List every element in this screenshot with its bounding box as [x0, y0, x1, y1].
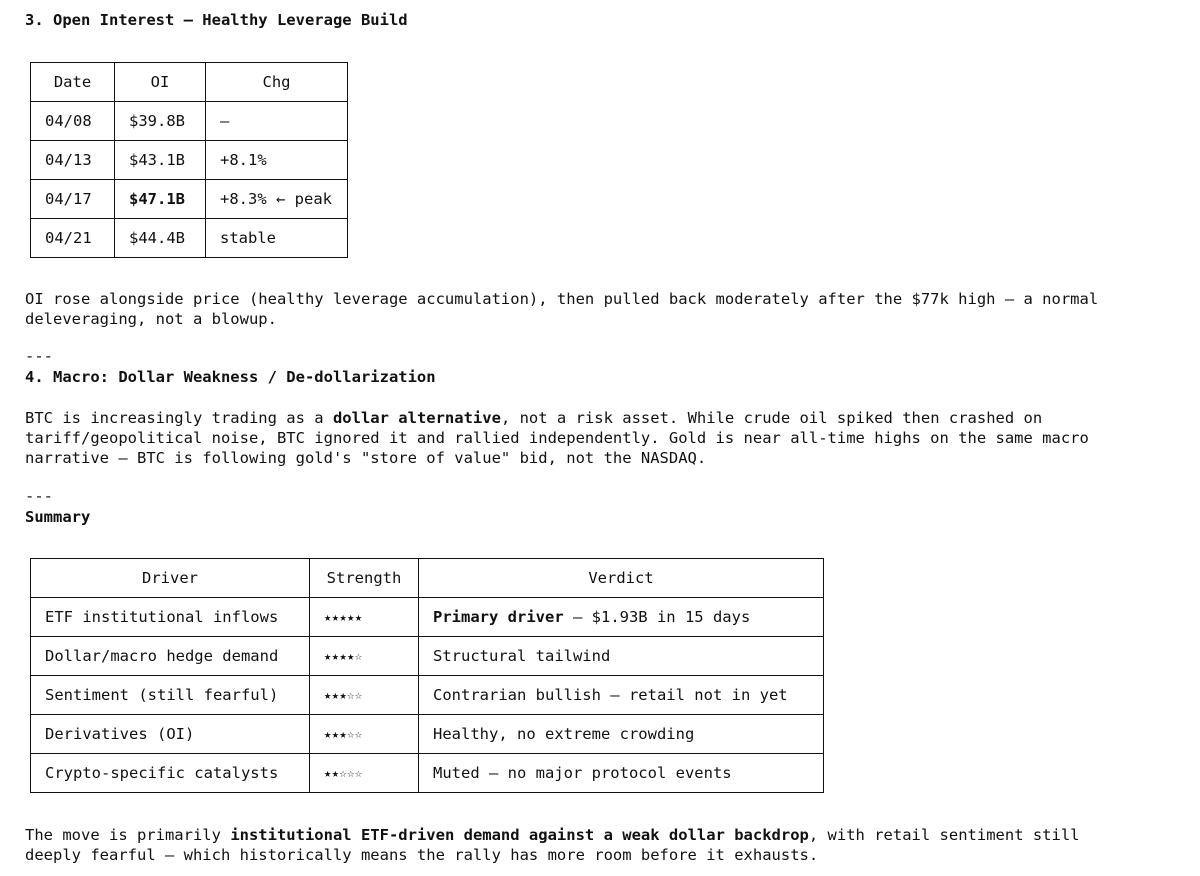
text-run: The move is primarily [25, 826, 231, 844]
header-oi: OI [115, 63, 206, 102]
emphasis-text: institutional ETF-driven demand against a weak dollar backdrop [230, 826, 809, 844]
table-header-row [31, 559, 824, 598]
table-row [31, 180, 348, 219]
header-chg: Chg [206, 63, 348, 102]
paragraph-line [25, 408, 1089, 428]
cell-driver: Derivatives (OI) [31, 715, 310, 754]
table-row [31, 754, 824, 793]
cell-driver: Sentiment (still fearful) [31, 676, 310, 715]
divider: --- [25, 487, 53, 505]
summary-heading: Summary [25, 508, 91, 526]
header-date: Date [31, 63, 115, 102]
cell-driver: Crypto-specific catalysts [31, 754, 310, 793]
strength-rating: ★★★★★ [310, 598, 419, 637]
summary-table [30, 558, 824, 793]
table-row [31, 219, 348, 258]
cell-date: 04/08 [31, 102, 115, 141]
cell-verdict: Muted — no major protocol events [419, 754, 824, 793]
cell-date: 04/17 [31, 180, 115, 219]
text-run: , with retail sentiment still [808, 826, 1080, 844]
cell-driver: ETF institutional inflows [31, 598, 310, 637]
cell-chg: +8.1% [206, 141, 348, 180]
paragraph-line: deeply fearful — which historically means the rally has more room before it exhausts. [25, 846, 819, 864]
cell-verdict: Structural tailwind [419, 637, 824, 676]
section3-heading: 3. Open Interest — Healthy Leverage Build [25, 11, 408, 29]
paragraph-line: OI rose alongside price (healthy leverage accumulation), then pulled back moderately after the $77k high — a normal [25, 290, 1099, 308]
cell-chg: — [206, 102, 348, 141]
emphasis-text: dollar alternative [332, 409, 501, 427]
emphasis-text: Primary driver [433, 608, 564, 626]
cell-driver: Dollar/macro hedge demand [31, 637, 310, 676]
table-row [31, 598, 824, 637]
strength-rating: ★★★☆☆ [310, 715, 419, 754]
conclusion-paragraph [25, 825, 1080, 865]
cell-verdict: Contrarian bullish — retail not in yet [419, 676, 824, 715]
cell-verdict: Healthy, no extreme crowding [419, 715, 824, 754]
text-run: , not a risk asset. While crude oil spiked then crashed on [500, 409, 1043, 427]
header-driver: Driver [31, 559, 310, 598]
table-row [31, 676, 824, 715]
paragraph-line [25, 825, 1080, 845]
paragraph-line: narrative — BTC is following gold's "store of value" bid, not the NASDAQ. [25, 449, 707, 467]
header-verdict: Verdict [419, 559, 824, 598]
cell-oi: $39.8B [115, 102, 206, 141]
cell-chg: stable [206, 219, 348, 258]
open-interest-table [30, 62, 348, 258]
text-run: BTC is increasingly trading as a [25, 409, 333, 427]
text-run: — $1.93B in 15 days [563, 608, 751, 626]
section4-heading: 4. Macro: Dollar Weakness / De-dollarization [25, 368, 436, 386]
strength-rating: ★★☆☆☆ [310, 754, 419, 793]
table-row [31, 102, 348, 141]
divider: --- [25, 347, 53, 365]
cell-chg: +8.3% ← peak [206, 180, 348, 219]
table-row [31, 141, 348, 180]
paragraph-line: deleveraging, not a blowup. [25, 310, 277, 328]
table-header-row [31, 63, 348, 102]
header-strength: Strength [310, 559, 419, 598]
table-row [31, 715, 824, 754]
paragraph-line: tariff/geopolitical noise, BTC ignored it and rallied independently. Gold is near all-time highs on the same macro [25, 429, 1089, 447]
open-interest-paragraph [25, 289, 1098, 329]
cell-date: 04/13 [31, 141, 115, 180]
cell-oi: $43.1B [115, 141, 206, 180]
strength-rating: ★★★☆☆ [310, 676, 419, 715]
cell-oi: $44.4B [115, 219, 206, 258]
cell-date: 04/21 [31, 219, 115, 258]
macro-paragraph [25, 408, 1089, 468]
cell-verdict [419, 598, 824, 637]
strength-rating: ★★★★☆ [310, 637, 419, 676]
table-row [31, 637, 824, 676]
cell-oi: $47.1B [115, 180, 206, 219]
